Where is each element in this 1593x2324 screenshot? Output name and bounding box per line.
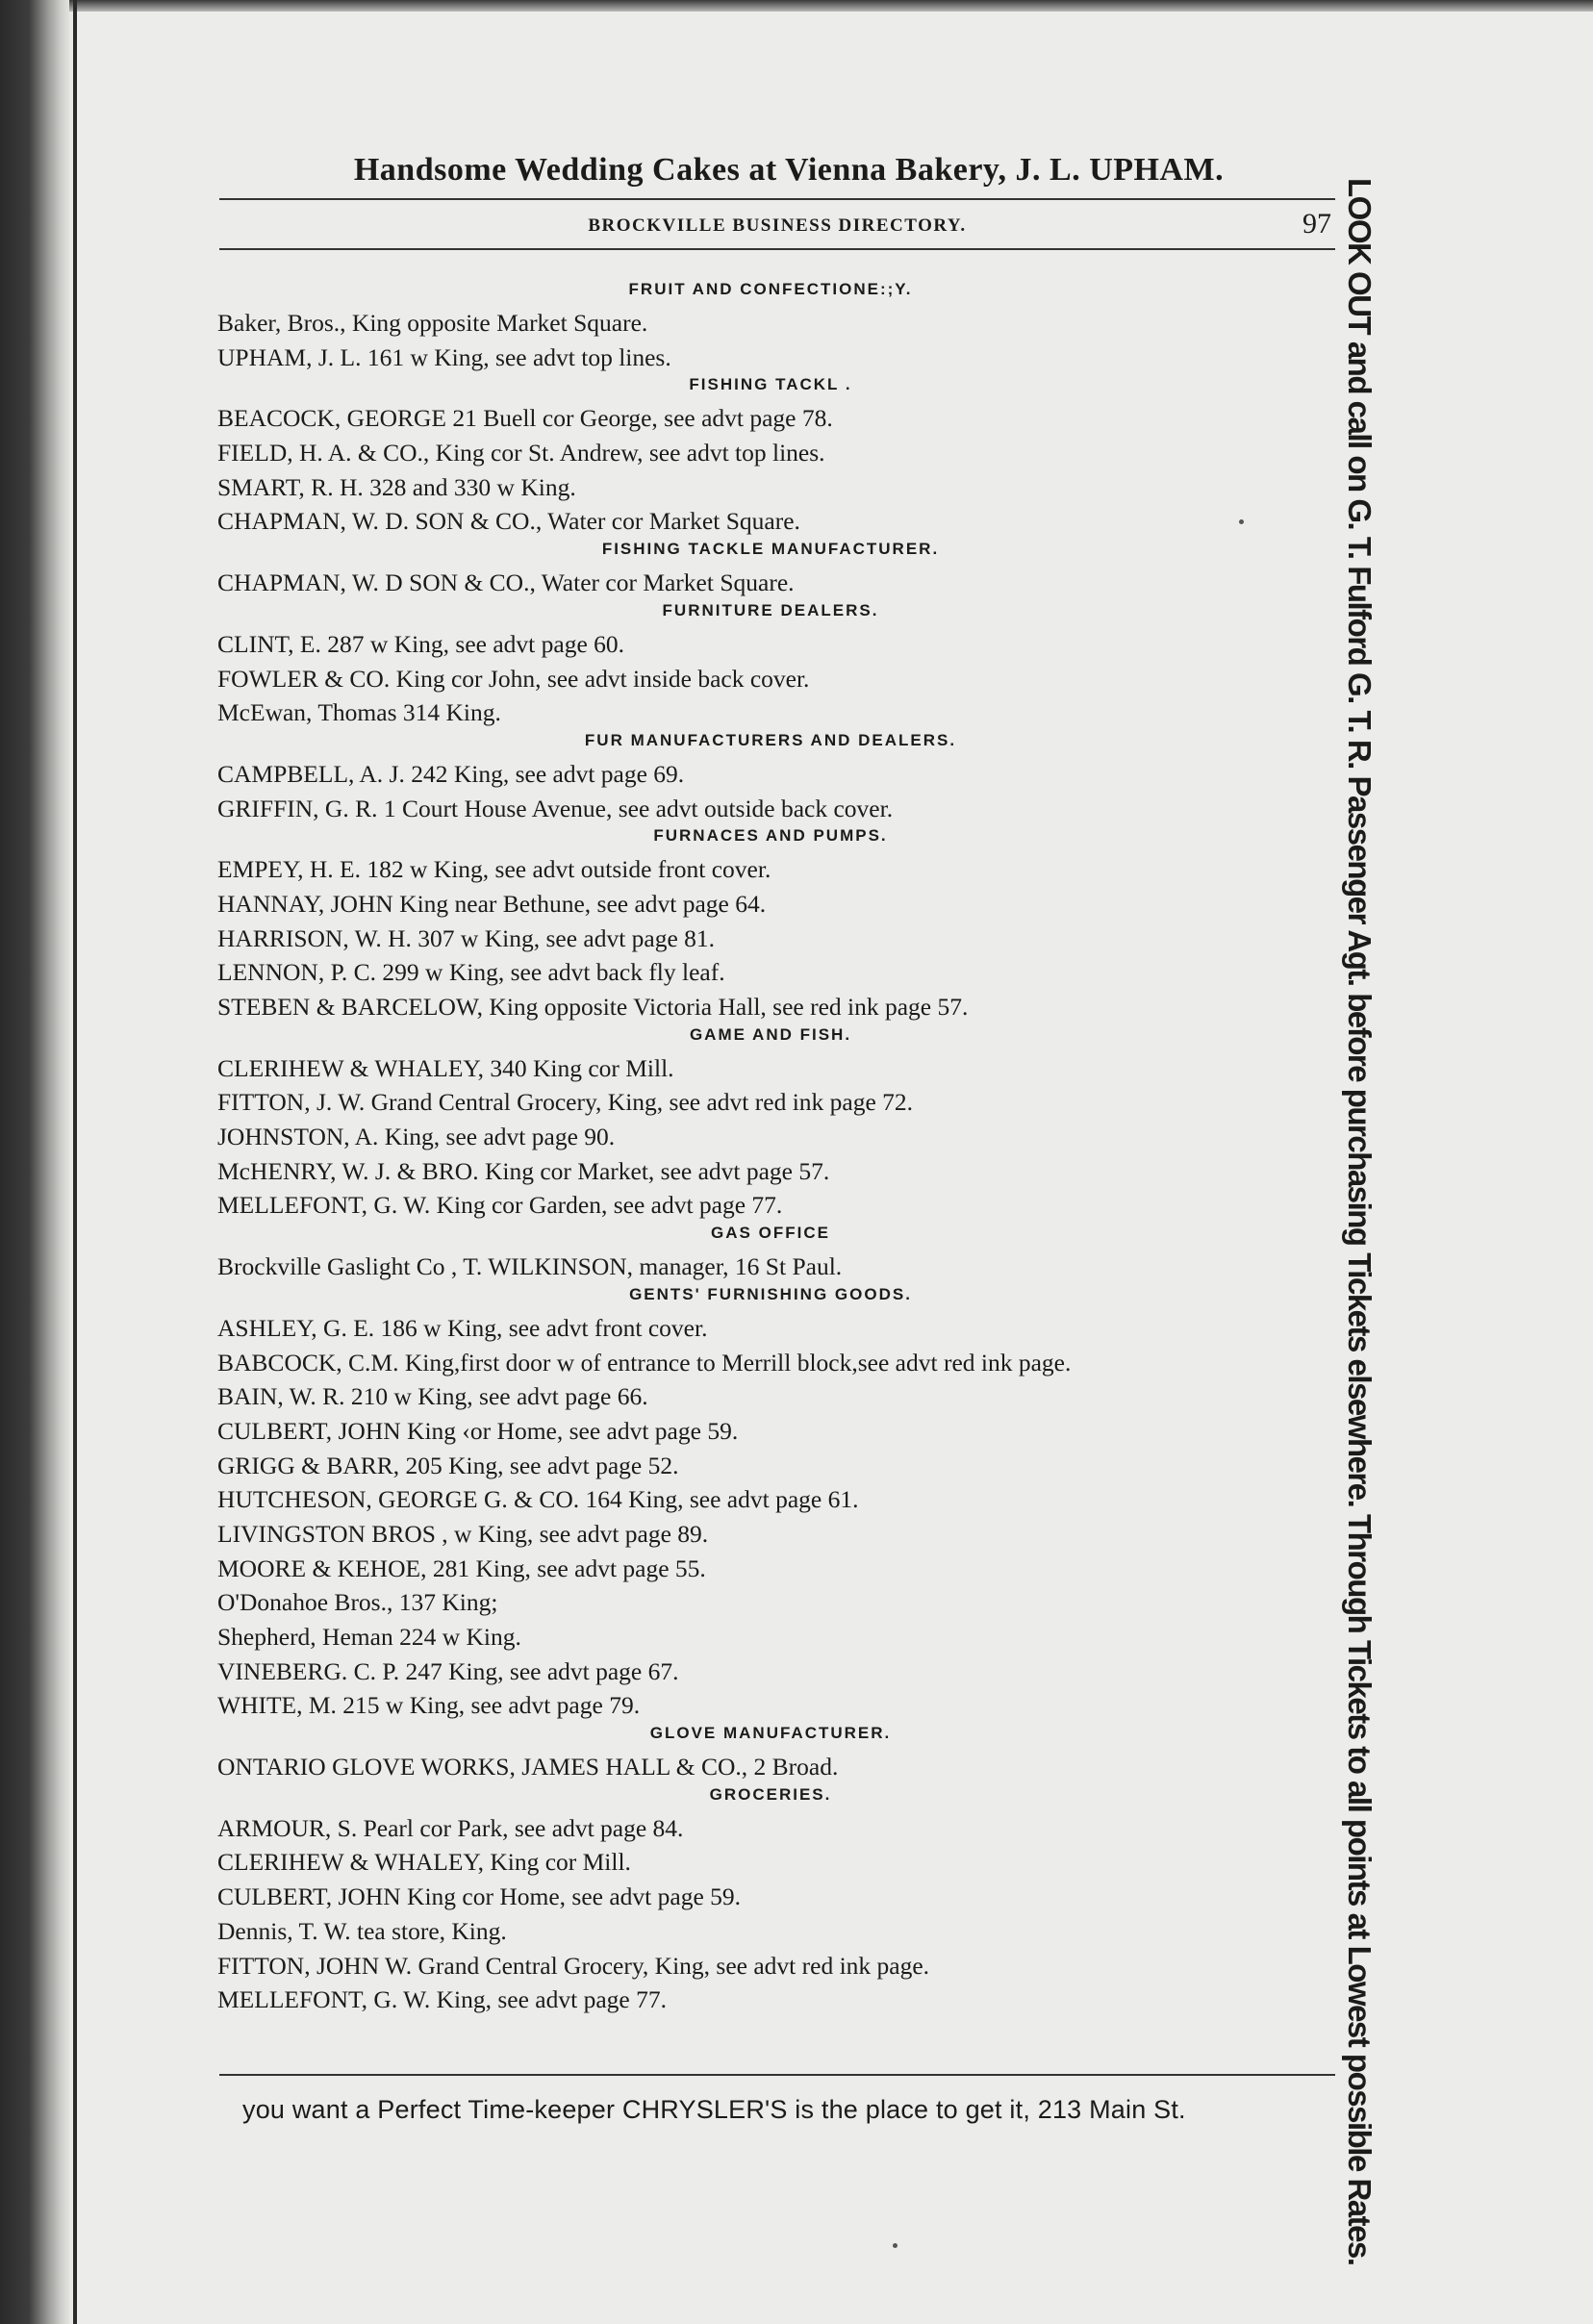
directory-entry: HUTCHESON, GEORGE G. & CO. 164 King, see advt page 61. xyxy=(217,1485,859,1514)
directory-section xyxy=(217,1717,1333,1784)
directory-entry: ASHLEY, G. E. 186 w King, see advt front cover. xyxy=(217,1313,708,1342)
directory-entry: CULBERT, JOHN King cor Home, see advt page 59. xyxy=(217,1882,742,1911)
directory-entry: STEBEN & BARCELOW, King opposite Victoria Hall, see red ink page 57. xyxy=(217,993,969,1021)
directory-entry: MOORE & KEHOE, 281 King, see advt page 55. xyxy=(217,1554,706,1582)
directory-entry: ONTARIO GLOVE WORKS, JAMES HALL & CO., 2 Broad. xyxy=(217,1753,839,1781)
directory-entry: McEwan, Thomas 314 King. xyxy=(217,698,501,727)
directory-entry: UPHAM, J. L. 161 w King, see advt top lines. xyxy=(217,342,671,371)
directory-section xyxy=(217,368,1333,539)
directory-entry: VINEBERG. C. P. 247 King, see advt page 67. xyxy=(217,1656,679,1685)
directory-entry: Brockville Gaslight Co , T. WILKINSON, manager, 16 St Paul. xyxy=(217,1252,843,1281)
bottom-advertisement: you want a Perfect Time-keeper CHRYSLER'S is the place to get it, 213 Main St. xyxy=(242,2095,1186,2124)
directory-entry: Shepherd, Heman 224 w King. xyxy=(217,1623,521,1651)
directory-entry: WHITE, M. 215 w King, see advt page 79. xyxy=(217,1691,641,1720)
directory-section xyxy=(217,724,1333,825)
directory-entry: JOHNSTON, A. King, see advt page 90. xyxy=(217,1123,616,1151)
directory-entry: EMPEY, H. E. 182 w King, see advt outside front cover. xyxy=(217,855,771,884)
directory-section xyxy=(217,1779,1333,2017)
directory-entry: Dennis, T. W. tea store, King. xyxy=(217,1916,507,1945)
directory-entry: HARRISON, W. H. 307 w King, see advt page 81. xyxy=(217,923,716,952)
directory-entry: FITTON, JOHN W. Grand Central Grocery, King, see advt red ink page. xyxy=(217,1951,930,1980)
running-head xyxy=(219,208,1335,242)
directory-entry: HANNAY, JOHN King near Bethune, see advt page 64. xyxy=(217,889,767,918)
print-speck xyxy=(893,2243,898,2248)
directory-entry: GRIGG & BARR, 205 King, see advt page 52. xyxy=(217,1451,679,1479)
directory-entry: LENNON, P. C. 299 w King, see advt back fly leaf. xyxy=(217,958,725,987)
directory-entry: CLERIHEW & WHALEY, 340 King cor Mill. xyxy=(217,1053,674,1082)
section-heading: GAS OFFICE xyxy=(711,1224,830,1243)
section-heading: FURNACES AND PUMPS. xyxy=(653,826,888,846)
section-heading: GAME AND FISH. xyxy=(689,1024,852,1044)
directory-entry: BABCOCK, C.M. King,first door w of entrance to Merrill block,see advt red ink page. xyxy=(217,1348,1072,1377)
section-heading: GENTS' FURNISHING GOODS. xyxy=(629,1284,912,1303)
book-spine-edge xyxy=(0,0,69,2324)
directory-entry: CHAPMAN, W. D. SON & CO., Water cor Market Square. xyxy=(217,507,800,536)
section-heading: GLOVE MANUFACTURER. xyxy=(649,1724,892,1743)
directory-entry: FITTON, J. W. Grand Central Grocery, King, see advt red ink page 72. xyxy=(217,1088,914,1117)
directory-entry: CLINT, E. 287 w King, see advt page 60. xyxy=(217,629,625,658)
section-heading: FISHING TACKLE MANUFACTURER. xyxy=(601,540,940,559)
directory-entry: BEACOCK, GEORGE 21 Buell cor George, see advt page 78. xyxy=(217,404,833,433)
footer-rule xyxy=(219,2074,1335,2076)
directory-listing xyxy=(217,279,1333,2017)
running-head-rule xyxy=(219,248,1335,250)
section-heading: FUR MANUFACTURERS AND DEALERS. xyxy=(584,730,957,749)
side-advertisement-text: LOOK OUT and call on G. T. Fulford G. T. R. Passenger Agt. before purchasing Tickets elsewhere. Through Tickets to all points at Lowest possible Rates. xyxy=(1342,178,1378,2265)
directory-entry: CLERIHEW & WHALEY, King cor Mill. xyxy=(217,1848,631,1877)
directory-section xyxy=(217,273,1333,374)
page-number: 97 xyxy=(1302,208,1331,240)
directory-entry: MELLEFONT, G. W. King, see advt page 77. xyxy=(217,1985,667,2014)
directory-entry: BAIN, W. R. 210 w King, see advt page 66. xyxy=(217,1382,648,1411)
directory-entry: CAMPBELL, A. J. 242 King, see advt page 69. xyxy=(217,759,685,788)
directory-section xyxy=(217,820,1333,1023)
page-top-edge xyxy=(0,0,1593,12)
directory-section xyxy=(217,594,1333,730)
directory-section xyxy=(217,1019,1333,1223)
directory-entry: ARMOUR, S. Pearl cor Park, see advt page 84. xyxy=(217,1813,684,1842)
directory-entry: FIELD, H. A. & CO., King cor St. Andrew, see advt top lines. xyxy=(217,439,825,467)
print-speck xyxy=(1239,519,1244,524)
directory-entry: SMART, R. H. 328 and 330 w King. xyxy=(217,472,576,501)
top-advertisement: Handsome Wedding Cakes at Vienna Bakery, J. L. UPHAM. xyxy=(353,152,1225,188)
directory-entry: McHENRY, W. J. & BRO. King cor Market, see advt page 57. xyxy=(217,1156,830,1185)
directory-entry: LIVINGSTON BROS , w King, see advt page 89. xyxy=(217,1519,709,1548)
section-heading: FISHING TACKL . xyxy=(689,375,852,394)
directory-entry: CHAPMAN, W. D SON & CO., Water cor Market Square. xyxy=(217,568,795,597)
section-heading: FRUIT AND CONFECTIONE:;Y. xyxy=(628,280,913,298)
directory-section xyxy=(217,533,1333,600)
running-title: BROCKVILLE BUSINESS DIRECTORY. xyxy=(588,215,967,236)
directory-section xyxy=(217,1217,1333,1284)
directory-entry: GRIFFIN, G. R. 1 Court House Avenue, see advt outside back cover. xyxy=(217,794,894,822)
section-heading: FURNITURE DEALERS. xyxy=(662,600,879,619)
directory-section xyxy=(217,1278,1333,1723)
directory-entry: Baker, Bros., King opposite Market Square. xyxy=(217,309,648,337)
directory-entry: O'Donahoe Bros., 137 King; xyxy=(217,1588,498,1617)
side-advertisement xyxy=(1335,178,1383,2265)
directory-entry: MELLEFONT, G. W. King cor Garden, see advt page 77. xyxy=(217,1191,783,1220)
directory-entry: CULBERT, JOHN King ‹or Home, see advt page 59. xyxy=(217,1416,739,1445)
section-heading: GROCERIES. xyxy=(709,1784,832,1804)
header-rule xyxy=(219,198,1335,200)
directory-entry: FOWLER & CO. King cor John, see advt inside back cover. xyxy=(217,664,810,693)
